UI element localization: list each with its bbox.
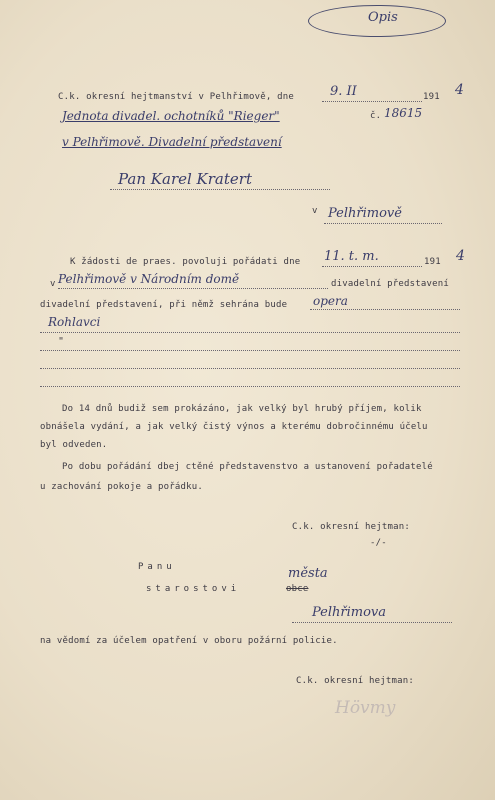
performance-line: divadelní představení, při němž sehrána bude (40, 300, 288, 310)
signature-mark: -/- (370, 538, 387, 548)
theatre-performance-1: divadelní představení (331, 279, 449, 289)
addressee-town: Pelhřimově (328, 206, 402, 221)
authority-date-line: C.k. okresní hejtmanství v Pelhřimově, dne (58, 92, 294, 102)
paragraph-1-line-1: Do 14 dnů budiž sem prokázáno, jak velký byl hrubý příjem, kolik (62, 404, 422, 414)
recipient-panu: Panu (138, 562, 176, 572)
recipient-starostovi: starostovi (146, 584, 241, 594)
dotted-line (40, 332, 460, 333)
addressee-v: v (312, 206, 318, 216)
recipient-obce-struck: obce (286, 584, 309, 594)
dotted-line (324, 223, 442, 224)
opis-handwriting: Opis (368, 10, 398, 25)
event-year: 191 (424, 257, 441, 267)
signature-title-2: C.k. okresní hejtman: (296, 676, 414, 686)
subject-handwriting: v Pelhřimově. Divadelní představení (62, 135, 282, 149)
dotted-line (40, 386, 460, 387)
dotted-line (40, 350, 460, 351)
permit-intro: K žádosti de praes. povoluji pořádati dne (70, 257, 301, 267)
addressee-name: Pan Karel Kratert (118, 170, 252, 188)
purpose-line: na vědomí za účelem opatření v oboru požární policie. (40, 636, 338, 646)
place-handwriting: Pelhřimově v Národním domě (58, 272, 240, 286)
place-v: v (50, 279, 56, 289)
genre-handwriting: opera (313, 294, 348, 308)
union-name-handwriting: Jednota divadel. ochotníků "Rieger" (62, 109, 280, 123)
dotted-line (58, 288, 328, 289)
dotted-line (310, 309, 460, 310)
year-suffix-handwriting: 4 (455, 82, 464, 98)
dotted-line (322, 266, 422, 267)
title-handwriting: Rohlavci (48, 315, 101, 329)
dotted-line (322, 101, 422, 102)
dotted-line (40, 368, 460, 369)
dotted-line (292, 622, 452, 623)
ditto-mark: " (58, 336, 65, 347)
faded-signature: Hövmy (335, 698, 396, 718)
paragraph-1-line-3: byl odveden. (40, 440, 108, 450)
paragraph-1-line-2: obnášela vydání, a jak velký čistý výnos a kterému dobročinnému účelu (40, 422, 428, 432)
reference-number: 18615 (384, 106, 423, 120)
paragraph-2-line-2: u zachování pokoje a pořádku. (40, 482, 203, 492)
recipient-mista-handwriting: města (288, 566, 328, 581)
year-label: 191 (423, 92, 440, 102)
paragraph-2-line-1: Po dobu pořádání dbej ctěné představenstvo a ustanovení pořadatelé (62, 462, 433, 472)
recipient-town-handwriting: Pelhřimova (312, 605, 387, 620)
date-handwriting: 9. II (330, 84, 357, 99)
reference-number-prefix: č. (370, 111, 382, 121)
dotted-line (110, 189, 330, 190)
signature-title-1: C.k. okresní hejtman: (292, 522, 410, 532)
event-year-suffix: 4 (456, 248, 465, 264)
event-date-handwriting: 11. t. m. (324, 249, 379, 264)
